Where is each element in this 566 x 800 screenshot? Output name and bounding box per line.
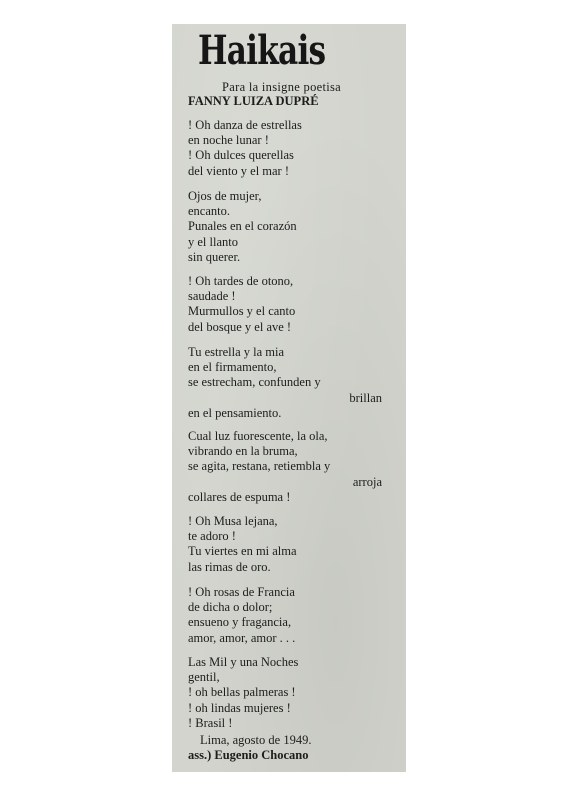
verse-line: de dicha o dolor; [188, 600, 273, 615]
stanza-2 [188, 189, 398, 265]
verse-line: arroja [352, 474, 382, 489]
verse-line: Cual luz fuorescente, la ola, [188, 429, 328, 443]
newspaper-clipping [172, 24, 406, 772]
verse-line: saudade ! [188, 289, 236, 304]
place-date: Lima, agosto de 1949. [200, 733, 312, 747]
verse-line: en noche lunar ! [188, 133, 269, 148]
verse-line: del viento y el mar ! [188, 163, 290, 178]
stanza-1 [188, 118, 398, 179]
verse-line: collares de espuma ! [188, 489, 291, 504]
verse-line: Tu viertes en mi alma [188, 544, 297, 559]
verse-line: brillan [349, 390, 382, 405]
verse-line: Las Mil y una Noches [188, 655, 299, 669]
verse-line: ! Oh dulces querellas [188, 148, 294, 163]
verse-line: ! Oh rosas de Francia [188, 585, 295, 599]
verse-line: las rimas de oro. [188, 559, 271, 574]
verse-line: amor, amor, amor . . . [188, 630, 296, 645]
dedication-name: FANNY LUIZA DUPRÉ [188, 94, 319, 108]
dedication-line: Para la insigne poetisa [222, 80, 342, 94]
verse-line: se estrecham, confunden y [188, 375, 321, 390]
verse-line: en el pensamiento. [188, 405, 282, 420]
verse-line: ensueno y fragancia, [188, 615, 292, 630]
verse-line: ! Oh tardes de otono, [188, 274, 294, 288]
verse-line: gentil, [188, 670, 220, 685]
verse-line: Ojos de mujer, [188, 189, 262, 203]
stanza-8 [188, 655, 398, 731]
verse-line: en el firmamento, [188, 360, 277, 375]
verse-line: ! oh bellas palmeras ! [188, 685, 296, 700]
verse-line: Murmullos y el canto [188, 304, 296, 319]
verse-line: Punales en el corazón [188, 219, 297, 234]
stanza-3 [188, 274, 398, 335]
stanza-5 [188, 429, 398, 505]
verse-line: y el llanto [188, 234, 238, 249]
verse-line: sin querer. [188, 249, 241, 264]
verse-line: vibrando en la bruma, [188, 444, 298, 459]
stanza-4 [188, 345, 398, 421]
verse-line: se agita, restana, retiembla y [188, 459, 331, 474]
verse-line: del bosque y el ave ! [188, 319, 292, 334]
verse-line: te adoro ! [188, 529, 236, 544]
verse-line: ! oh lindas mujeres ! [188, 700, 291, 715]
verse-line: ! Oh danza de estrellas [188, 118, 302, 132]
verse-line: Tu estrella y la mia [188, 345, 285, 359]
verse-line: encanto. [188, 204, 230, 219]
stanza-7 [188, 585, 398, 646]
poem-title: Haikais [198, 27, 326, 74]
author-signature: ass.) Eugenio Chocano [188, 748, 309, 762]
verse-line: ! Oh Musa lejana, [188, 514, 278, 528]
stanza-6 [188, 514, 398, 575]
verse-line: ! Brasil ! [188, 715, 233, 730]
